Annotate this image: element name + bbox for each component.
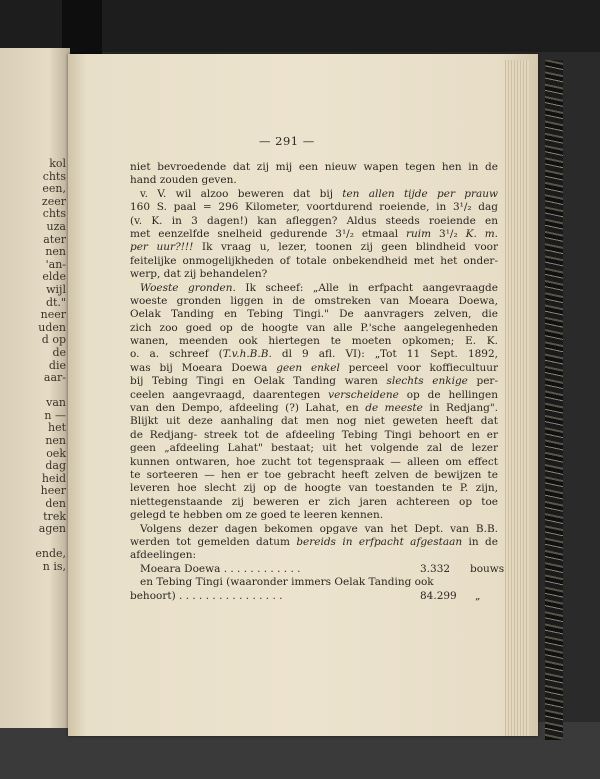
table-label: Moeara Doewa . . . . . . . . . . . . xyxy=(140,562,301,575)
text-line: Blijkt uit deze aanhaling dat men nog niet geweten heeft dat xyxy=(130,415,498,428)
text-line: (v. K. in 3 dagen!) kan afleggen? Aldus steeds roeiende en xyxy=(130,214,498,227)
text-line: niet bevroedende dat zij mij een nieuw wapen tegen hen in de xyxy=(130,161,498,173)
text-line: v. V. wil alzoo beweren dat bij ten allen tijde per prauw xyxy=(140,187,498,200)
text-line: niettegenstaande zij beweren er zich jaren achtereen op toe xyxy=(130,495,498,508)
text-line: bij Tebing Tingi en Oelak Tanding waren slechts enkige per- xyxy=(130,375,498,388)
text-line: gelegd te hebben om ze goed te leeren kennen. xyxy=(130,509,384,522)
text-line: de Redjang- streek tot de afdeeling Tebing Tingi behoort en er xyxy=(130,428,498,441)
page-number: — 291 — xyxy=(259,134,315,148)
table-unit: „ xyxy=(475,589,481,602)
text-line: geen „afdeeling Lahat" bestaat; uit het volgende zal de lezer xyxy=(130,442,498,455)
text-line: afdeelingen: xyxy=(130,549,197,562)
text-line: werp, dat zij behandelen? xyxy=(130,268,268,281)
table-label: behoort) . . . . . . . . . . . . . . . . xyxy=(130,589,283,602)
table-value: 84.299 xyxy=(420,589,457,602)
left-page xyxy=(0,48,70,728)
table-row xyxy=(130,576,498,589)
text-line: Oelak Tanding en Tebing Tingi." De aanvragers zelven, die xyxy=(130,308,498,321)
marbled-cover-edge xyxy=(545,60,563,740)
text-line: met eenzelfde snelheid gedurende 3¹/₂ etmaal ruim 3¹/₂ K. m. xyxy=(130,227,498,240)
page-stack-edges xyxy=(505,60,529,736)
left-page-fragments: kol chts een, zeer chts uza ater nen 'an- elde wijl dt." neer uden d op de die aar- van n — het nen oek dag heid heer den trek agen ende, n is, xyxy=(35,157,66,573)
text-line: o. a. schreef (T.v.h.B.B. dl 9 afl. VI): „Tot 11 Sept. 1892, xyxy=(130,348,499,361)
table-value: 3.332 xyxy=(420,562,451,575)
table-row xyxy=(130,590,498,603)
text-line: kunnen ontwaren, hoe zucht tot tegenspraak — alleen om effect xyxy=(130,455,498,468)
table-unit: bouws xyxy=(470,562,505,575)
text-line: 160 S. paal = 296 Kilometer, voortdurend roeiende, in 3¹/₂ dag xyxy=(130,201,498,214)
text-line: leveren hoe slecht zij op de hoogte van toestanden te P. zijn, xyxy=(130,482,498,495)
text-line: woeste gronden liggen in de omstreken van Moeara Doewa, xyxy=(130,294,498,307)
text-line: wanen, meenden ook hiertegen te moeten opkomen; E. K. xyxy=(130,335,498,348)
text-line: zich zoo goed op de hoogte van alle P.'sche aangelegenheden xyxy=(130,321,498,334)
table-label: en Tebing Tingi (waaronder immers Oelak Tanding ook xyxy=(140,576,434,589)
text-line: werden tot gemelden datum bereids in erfpacht afgestaan in de xyxy=(130,535,498,548)
text-line: Volgens dezer dagen bekomen opgave van het Dept. van B.B. xyxy=(140,522,498,535)
text-line: feitelijke onmogelijkheden of totale onbekendheid met het onder- xyxy=(130,254,498,267)
text-line: ceelen aangevraagd, daarentegen verscheidene op de hellingen xyxy=(130,388,498,401)
text-line: van den Dempo, afdeeling (?) Lahat, en de meeste in Redjang". xyxy=(130,402,498,415)
body-text xyxy=(130,161,505,603)
text-line: hand zouden geven. xyxy=(130,174,237,187)
text-line: te sorteeren — hen er toe gebracht heeft zelven de bewijzen te xyxy=(130,468,498,481)
text-line: was bij Moeara Doewa geen enkel perceel voor koffiecultuur xyxy=(130,361,498,374)
text-line: Woeste gronden. Ik scheef: „Alle in erfpacht aangevraagde xyxy=(140,281,498,294)
text-line: per uur?!!! Ik vraag u, lezer, toonen zij geen blindheid voor xyxy=(130,241,499,254)
table-row xyxy=(130,562,505,576)
